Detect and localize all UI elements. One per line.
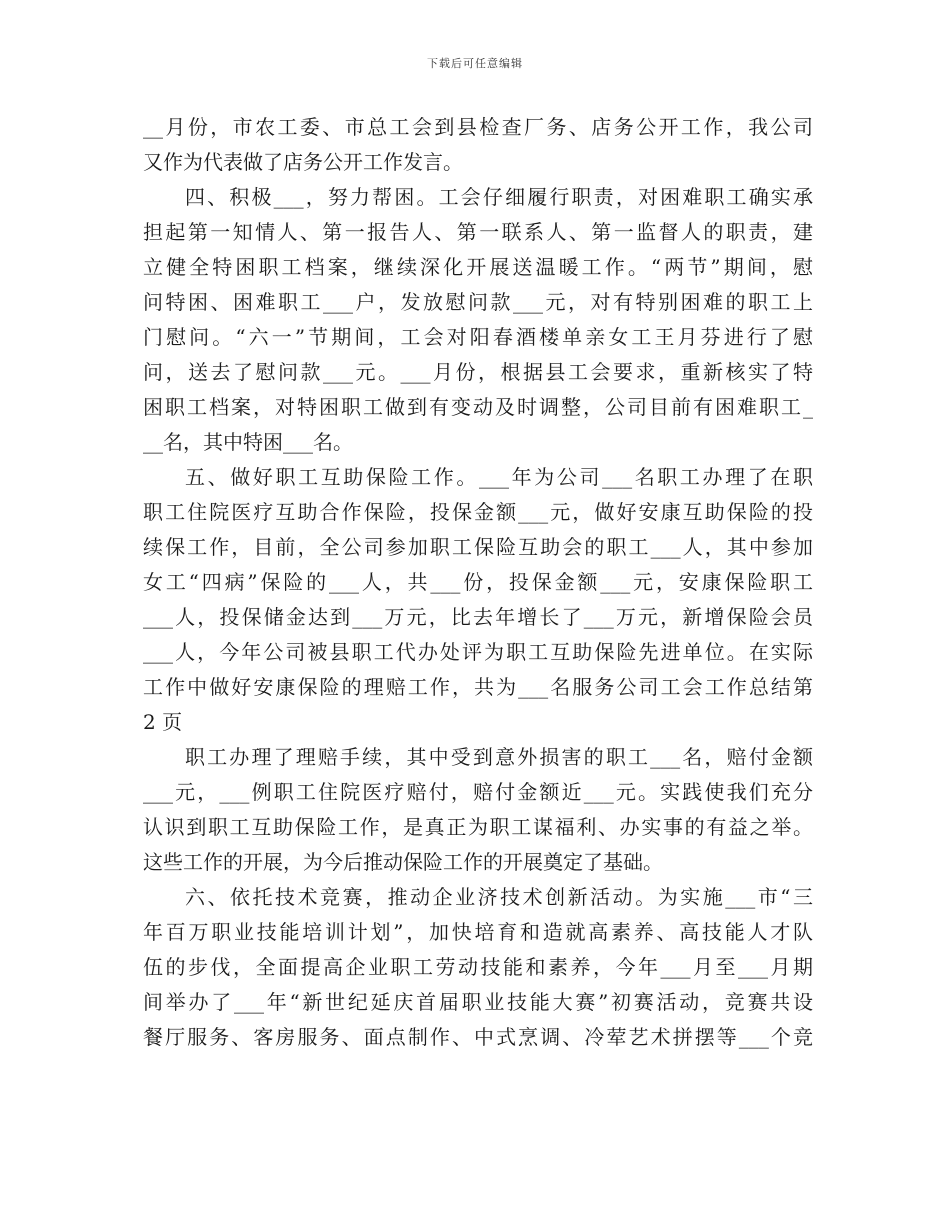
text-line: 困职工档案，对特困职工做到有变动及时调整，公司目前有困难职工_ [143, 395, 813, 419]
text-line: 认识到职工互助保险工作，是真正为职工谋福利、办实事的有益之举。 [143, 815, 813, 839]
text-line: 职工住院医疗互助合作保险，投保金额___元，做好安康互助保险的投 [143, 500, 813, 524]
text-line: ___元，___例职工住院医疗赔付，赔付金额近___元。实践使我们充分 [143, 780, 813, 804]
text-line: 六、依托技术竞赛，推动企业济技术创新活动。为实施___市“三 [185, 885, 813, 909]
page-header: 下载后可任意编辑 [427, 57, 523, 70]
text-line: 续保工作，目前，全公司参加职工保险互助会的职工___人，其中参加 [143, 535, 813, 559]
text-line: ___人，今年公司被县职工代办处评为职工互助保险先进单位。在实际 [143, 640, 813, 664]
text-line: 又作为代表做了店务公开工作发言。 [143, 150, 463, 174]
text-line: ___人，投保储金达到___万元，比去年增长了___万元，新增保险会员 [143, 605, 813, 629]
text-line: 问，送去了慰问款___元。___月份，根据县工会要求，重新核实了特 [143, 360, 813, 384]
page-number-text: 2 页 [143, 710, 183, 734]
text-line: 餐厅服务、客房服务、面点制作、中式烹调、冷荤艺术拼摆等___个竞 [143, 1025, 813, 1049]
text-line: 女工“四病”保险的___人，共___份，投保金额___元，安康保险职工 [143, 570, 813, 594]
text-line: 这些工作的开展，为今后推动保险工作的开展奠定了基础。 [143, 850, 663, 874]
text-line: 年百万职业技能培训计划”，加快培育和造就高素养、高技能人才队 [143, 920, 813, 944]
text-line: __名，其中特困___名。 [143, 430, 353, 454]
text-line: 担起第一知情人、第一报告人、第一联系人、第一监督人的职责，建 [143, 220, 813, 244]
text-line: 门慰问。“六一”节期间，工会对阳春酒楼单亲女工王月芬进行了慰 [143, 325, 813, 349]
text-line: __月份，市农工委、市总工会到县检查厂务、店务公开工作，我公司 [143, 115, 813, 139]
text-line: 间举办了___年“新世纪延庆首届职业技能大赛”初赛活动，竞赛共设 [143, 990, 813, 1014]
document-body [143, 110, 813, 1055]
text-line: 工作中做好安康保险的理赔工作，共为___名服务公司工会工作总结第 [143, 675, 813, 699]
text-line: 伍的步伐，全面提高企业职工劳动技能和素养，今年___月至___月期 [143, 955, 813, 979]
text-line: 问特困、困难职工___户，发放慰问款___元，对有特别困难的职工上 [143, 290, 813, 314]
text-line: 立健全特困职工档案，继续深化开展送温暖工作。“两节”期间，慰 [143, 255, 813, 279]
text-line: 五、做好职工互助保险工作。___年为公司___名职工办理了在职 [185, 465, 813, 489]
text-line: 职工办理了理赔手续，其中受到意外损害的职工___名，赔付金额 [185, 745, 813, 769]
text-line: 四、积极___，努力帮困。工会仔细履行职责，对困难职工确实承 [185, 185, 813, 209]
